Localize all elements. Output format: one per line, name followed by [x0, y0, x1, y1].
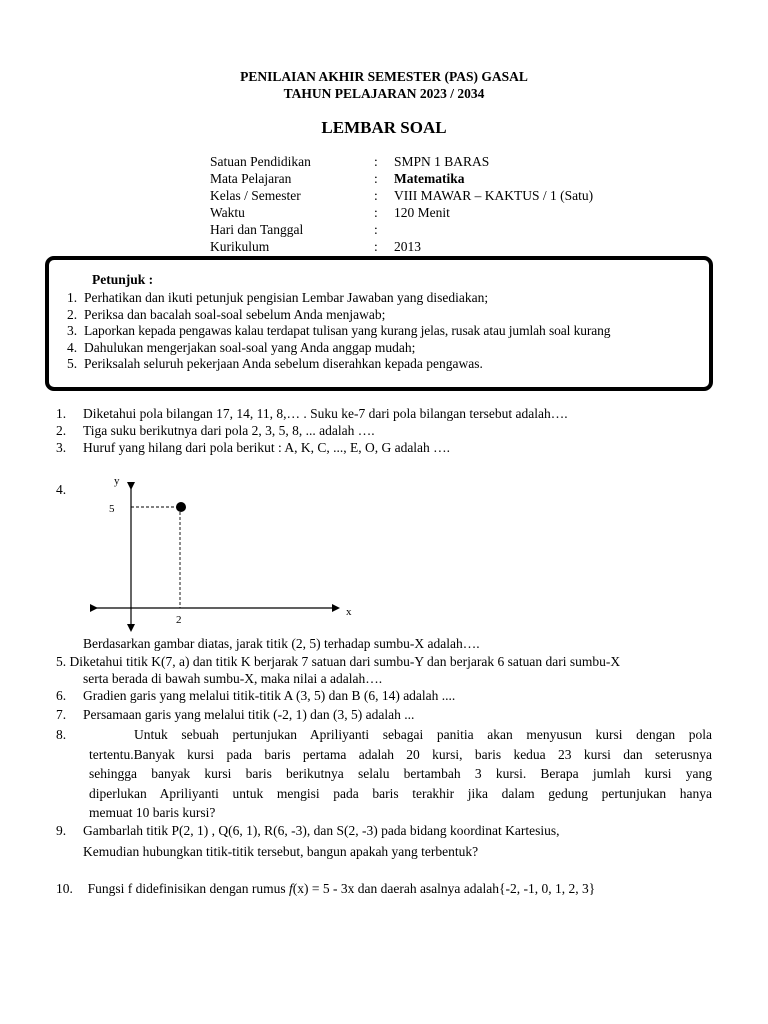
- info-label: Kelas / Semester: [210, 188, 301, 203]
- function-name: f: [288, 881, 293, 896]
- instruction-number: 4.: [67, 340, 78, 355]
- page-title: LEMBAR SOAL: [321, 118, 447, 137]
- info-colon: :: [374, 205, 378, 220]
- question-number: 2.: [56, 423, 67, 438]
- question-8-line: memuat 10 baris kursi?: [89, 805, 216, 820]
- info-value: 2013: [394, 239, 421, 254]
- info-value: Matematika: [394, 171, 465, 186]
- question-text: Diketahui pola bilangan 17, 14, 11, 8,… . Suku ke-7 dari pola bilangan tersebut adalah….: [83, 406, 568, 421]
- instruction-text: Periksa dan bacalah soal-soal sebelum Anda menjawab;: [84, 307, 386, 322]
- question-number: 6.: [56, 688, 67, 703]
- info-label: Mata Pelajaran: [210, 171, 292, 186]
- info-colon: :: [374, 171, 378, 186]
- info-label: Satuan Pendidikan: [210, 154, 311, 169]
- question-5-line2: serta berada di bawah sumbu-X, maka nilai a adalah….: [83, 671, 383, 686]
- question-number: 7.: [56, 707, 67, 722]
- info-colon: :: [374, 239, 378, 254]
- coordinate-graph: [80, 470, 380, 640]
- instruction-number: 1.: [67, 290, 78, 305]
- question-4-number: 4.: [56, 482, 67, 497]
- info-label: Kurikulum: [210, 239, 270, 254]
- question-9-line1: Gambarlah titik P(2, 1) , Q(6, 1), R(6, -3), dan S(2, -3) pada bidang koordinat Kartesius,: [83, 823, 560, 838]
- question-9-line2: Kemudian hubungkan titik-titik tersebut, bangun apakah yang terbentuk?: [83, 844, 479, 859]
- question-text: Tiga suku berikutnya dari pola 2, 3, 5, 8, ... adalah ….: [83, 423, 375, 438]
- question-8-line: diperlukan Apriliyanti untuk mengisi pada baris terakhir jika dalam gedung pertunjukan hanya: [89, 786, 712, 801]
- instruction-text: Perhatikan dan ikuti petunjuk pengisian Lembar Jawaban yang disediakan;: [84, 290, 489, 305]
- question-text: Persamaan garis yang melalui titik (-2, 1) dan (3, 5) adalah ...: [83, 707, 415, 722]
- info-colon: :: [374, 222, 378, 237]
- instruction-number: 2.: [67, 307, 78, 322]
- instructions-heading: Petunjuk :: [92, 272, 154, 287]
- question-9-number: 9.: [56, 823, 67, 838]
- question-8-line: Untuk sebuah pertunjukan Apriliyanti sebagai panitia akan menyusun kursi dengan pola: [134, 727, 712, 742]
- question-text-post: (x) = 5 - 3x dan daerah asalnya adalah{-2, -1, 0, 1, 2, 3}: [292, 881, 596, 896]
- exam-title-line1: PENILAIAN AKHIR SEMESTER (PAS) GASAL: [240, 69, 528, 84]
- question-number: 1.: [56, 406, 67, 421]
- question-text: Huruf yang hilang dari pola berikut : A, K, C, ..., E, O, G adalah ….: [83, 440, 451, 455]
- instruction-text: Dahulukan mengerjakan soal-soal yang Anda anggap mudah;: [84, 340, 416, 355]
- instruction-number: 5.: [67, 356, 78, 371]
- instruction-text: Laporkan kepada pengawas kalau terdapat tulisan yang kurang jelas, rusak atau jumlah soal kurang: [84, 323, 611, 338]
- question-8-number: 8.: [56, 727, 67, 742]
- question-number: 3.: [56, 440, 67, 455]
- y-tick-label: 5: [109, 503, 115, 515]
- instruction-number: 3.: [67, 323, 78, 338]
- instruction-text: Periksalah seluruh pekerjaan Anda sebelum diserahkan kepada pengawas.: [84, 356, 483, 371]
- question-number: 10.: [56, 881, 73, 896]
- question-8-line: sehingga banyak kursi baris berikutnya selalu bertambah 3 kursi. Berapa jumlah kursi yang: [89, 766, 712, 781]
- info-value: SMPN 1 BARAS: [394, 154, 490, 169]
- question-10: [56, 881, 595, 897]
- info-label: Hari dan Tanggal: [210, 222, 304, 237]
- x-axis-label: x: [346, 606, 352, 618]
- exam-title-line2: TAHUN PELAJARAN 2023 / 2034: [283, 86, 485, 101]
- info-label: Waktu: [210, 205, 245, 220]
- question-text: Gradien garis yang melalui titik-titik A (3, 5) dan B (6, 14) adalah ....: [83, 688, 456, 703]
- info-colon: :: [374, 188, 378, 203]
- info-value: 120 Menit: [394, 205, 450, 220]
- question-text-pre: Fungsi f didefinisikan dengan rumus: [87, 881, 289, 896]
- info-value: VIII MAWAR – KAKTUS / 1 (Satu): [394, 188, 594, 203]
- x-tick-label: 2: [176, 614, 182, 626]
- question-8-line: tertentu.Banyak kursi pada baris pertama adalah 20 kursi, baris kedua 23 kursi dan seterusnya: [89, 747, 712, 762]
- question-4-caption: Berdasarkan gambar diatas, jarak titik (2, 5) terhadap sumbu-X adalah….: [83, 636, 480, 651]
- graph-point: [176, 502, 186, 512]
- question-5-line1: 5. Diketahui titik K(7, a) dan titik K berjarak 7 satuan dari sumbu-Y dan berjarak 6 satuan dari sumbu-X: [56, 654, 621, 669]
- y-axis-label: y: [114, 475, 120, 487]
- info-colon: :: [374, 154, 378, 169]
